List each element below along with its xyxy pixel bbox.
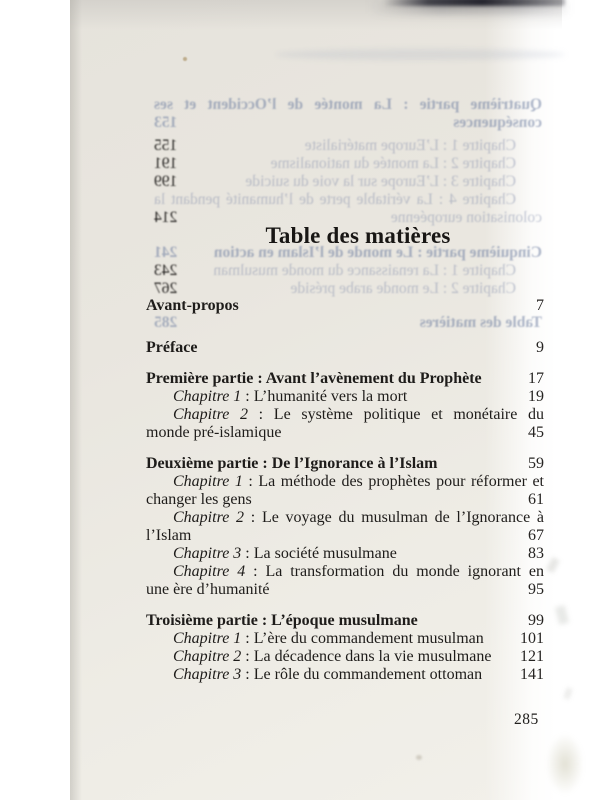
chapter-prefix: Chapitre 2 [173,648,242,665]
page-ref: 61 [528,491,544,508]
bleed-text: Chapitre 3 : L’Europe sur la voie du suicide [245,173,516,190]
page-ref: 45 [528,424,544,441]
toc-chapter-label [173,388,407,406]
page-ref: 17 [528,370,544,387]
chapter-title-continuation: monde pré-islamique [146,424,282,441]
toc-chapter-entry [146,545,544,563]
toc-part-heading [146,370,544,388]
toc-chapter-label [173,666,482,684]
toc-chapter-line [146,581,544,599]
chapter-title: : L’ère du commandement musulman [241,630,484,647]
chapter-prefix: Chapitre 1 [173,473,243,490]
toc-content [146,0,544,684]
page-ref: 95 [528,581,544,598]
chapter-prefix: Chapitre 1 [173,630,242,647]
page-ref: 67 [528,527,544,544]
chapter-prefix: Chapitre 1 [173,388,242,405]
chapter-title-continuation: changer les gens [146,491,252,508]
toc-chapter-entry [146,473,544,509]
bleed-line: Chapitre 4 : La véritable perte de l’humanité pendant la [154,191,516,208]
page-ref: 99 [528,612,544,629]
page-ref: 9 [536,339,544,356]
chapter-title: : La décadence dans la vie musulmane [241,648,492,665]
toc-chapter-line [146,527,544,545]
bleed-text: conséquences [453,114,542,131]
page-ref: 19 [528,388,544,405]
page-ref: 121 [520,648,544,665]
bleed-page-ref: 214 [154,209,178,226]
book-page [70,0,562,800]
paper-smudge [563,687,572,699]
toc-chapter-label [173,648,491,666]
toc-chapter-entry [146,630,544,648]
toc-section [146,455,544,599]
paper-smudge [555,605,569,625]
bleed-page-ref: 191 [154,155,178,172]
bleed-page-ref: 267 [154,280,178,297]
chapter-title: : L’humanité vers la mort [241,388,408,405]
toc-chapter-label [173,630,484,648]
toc-section [146,612,544,684]
bleed-text: Cinquième partie : Le monde de l’Islam en action [213,244,542,261]
bleed-page-ref: 153 [154,114,178,131]
toc-chapter-entry [146,666,544,684]
toc-entry [146,339,544,357]
bleed-page-ref: 155 [154,137,178,154]
bleed-text: Table des matières [419,314,542,331]
bleed-text: Chapitre 2 : La montée du nationalisme [270,155,516,172]
page-ref: 7 [536,297,544,314]
chapter-title-continuation: l’Islam [146,527,192,544]
table-of-contents [146,297,544,684]
chapter-prefix: Chapitre 2 [173,406,248,423]
toc-chapter-line [146,509,544,527]
toc-chapter-line [146,406,544,424]
toc-part-heading [146,455,544,473]
chapter-title: : La transformation du monde ignorant en [245,563,544,580]
chapter-prefix: Chapitre 2 [173,509,245,526]
page-ref: 141 [520,666,544,683]
toc-part-label: Deuxième partie : De l’Ignorance à l’Islam [146,455,438,472]
bleed-text: Chapitre 1 : L’Europe matérialiste [304,137,516,154]
toc-chapter-entry [146,648,544,666]
page-ref: 59 [528,455,544,472]
chapter-title: : Le rôle du commandement ottoman [241,666,483,683]
page-ref: 101 [520,630,544,647]
toc-part-heading [146,612,544,630]
toc-chapter-line [146,491,544,509]
bleed-text: colonisation européenne [390,209,542,226]
toc-part-label: Première partie : Avant l’avènement du Prophète [146,370,482,387]
chapter-title: : La société musulmane [241,545,397,562]
chapter-title-continuation: une ère d’humanité [146,581,270,598]
toc-part-label: Troisième partie : L’époque musulmane [146,612,418,629]
toc-chapter-line [146,424,544,442]
paper-speck [183,57,187,61]
bleed-line: Quatrième partie : La montée de l’Occident et ses [154,96,542,113]
toc-chapter-entry [146,406,544,442]
toc-chapter-entry [146,563,544,599]
toc-entry-label: Avant-propos [146,297,239,314]
chapter-title: : Le système politique et monétaire du [247,406,544,423]
toc-chapter-line [146,473,544,491]
page-title: Table des matières [265,223,451,248]
toc-chapter-entry [146,388,544,406]
toc-chapter-label [173,545,397,563]
chapter-title: : Le voyage du musulman de l’Ignorance à [244,509,544,526]
bleed-text: Chapitre 2 : Le monde arabe préside [290,280,516,297]
page-number: 285 [514,711,539,728]
scan-edge-shadow [383,0,565,6]
chapter-prefix: Chapitre 3 [173,666,242,683]
chapter-prefix: Chapitre 3 [173,545,242,562]
chapter-title: : La méthode des prophètes pour réformer et [242,473,544,490]
page-ref: 83 [528,545,544,562]
bleed-page-ref: 199 [154,173,178,190]
chapter-prefix: Chapitre 4 [173,563,246,580]
paper-smudge [546,557,560,573]
toc-chapter-line [146,563,544,581]
paper-stain [546,733,584,795]
bleed-page-ref: 285 [154,314,178,331]
toc-chapter-entry [146,509,544,545]
toc-section [146,370,544,442]
bleed-page-ref: 241 [154,244,178,261]
bleed-text: Chapitre 1 : La renaissance du monde musulman [213,262,516,279]
toc-entry-label: Préface [146,339,198,356]
bleed-page-ref: 243 [154,262,178,279]
toc-entry [146,297,544,315]
paper-speck [416,755,422,760]
